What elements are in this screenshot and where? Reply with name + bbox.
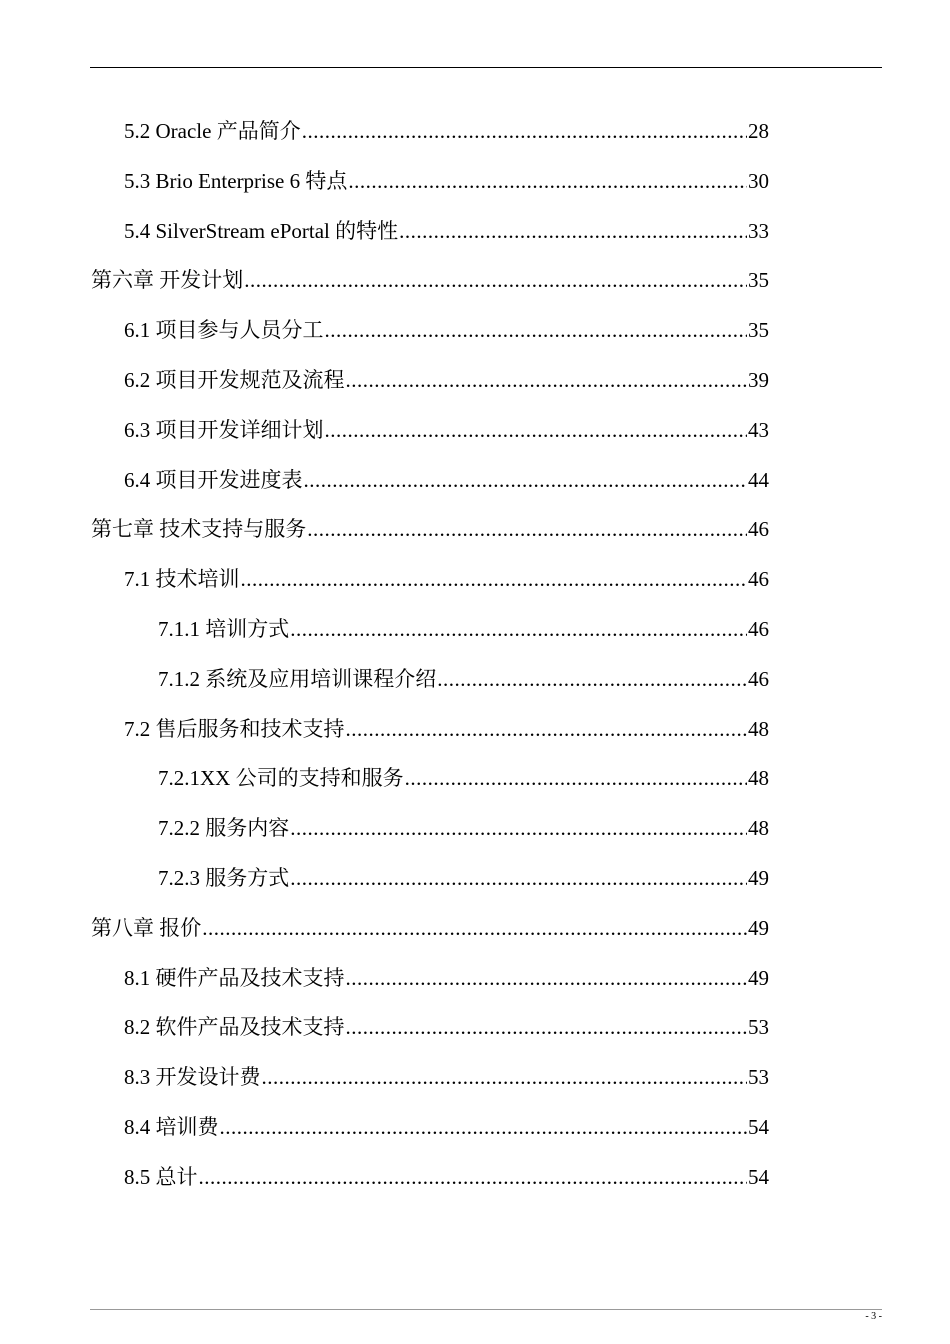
toc-entry[interactable] (124, 415, 769, 445)
toc-entry-title: 6.3 项目开发详细计划 (124, 418, 324, 442)
toc-dot-leader (437, 664, 747, 694)
toc-dot-leader (405, 763, 747, 793)
toc-entry-title: 7.1 技术培训 (124, 567, 240, 591)
toc-entry[interactable] (124, 714, 769, 744)
toc-entry[interactable] (158, 813, 769, 843)
toc-entry[interactable] (124, 465, 769, 495)
toc-dot-leader (290, 863, 747, 893)
toc-entry[interactable] (124, 1062, 769, 1092)
toc-entry-title: 7.2.2 服务内容 (158, 816, 290, 840)
toc-dot-leader (290, 614, 747, 644)
toc-entry-title: 第七章 技术支持与服务 (91, 517, 307, 541)
toc-entry[interactable] (124, 564, 769, 594)
toc-dot-leader (325, 315, 748, 345)
toc-entry-title: 8.4 培训费 (124, 1115, 219, 1139)
toc-entry-page: 49 (748, 866, 769, 890)
toc-entry-page: 48 (748, 816, 769, 840)
toc-entry-page: 28 (748, 119, 769, 143)
toc-dot-leader (244, 265, 747, 295)
toc-entry-title: 7.1.2 系统及应用培训课程介绍 (158, 667, 437, 691)
toc-dot-leader (346, 1012, 748, 1042)
toc-entry-title: 第八章 报价 (91, 916, 202, 940)
toc-entry[interactable] (124, 166, 769, 196)
toc-entry-page: 44 (748, 468, 769, 492)
toc-entry[interactable] (91, 265, 769, 295)
toc-entry-title: 8.1 硬件产品及技术支持 (124, 966, 345, 990)
toc-entry-page: 54 (748, 1165, 769, 1189)
toc-entry-title: 5.4 SilverStream ePortal 的特性 (124, 219, 399, 243)
toc-entry[interactable] (158, 863, 769, 893)
toc-dot-leader (290, 813, 747, 843)
toc-entry[interactable] (158, 614, 769, 644)
toc-entry-page: 48 (748, 717, 769, 741)
toc-entry-page: 35 (748, 268, 769, 292)
toc-dot-leader (399, 216, 747, 246)
toc-entry-page: 30 (748, 169, 769, 193)
toc-entry-page: 53 (748, 1065, 769, 1089)
toc-dot-leader (199, 1162, 748, 1192)
toc-entry-page: 46 (748, 617, 769, 641)
toc-dot-leader (262, 1062, 748, 1092)
toc-entry-page: 49 (748, 916, 769, 940)
toc-entry[interactable] (158, 763, 769, 793)
toc-entry-title: 5.2 Oracle 产品简介 (124, 119, 301, 143)
toc-entry-title: 8.2 软件产品及技术支持 (124, 1015, 345, 1039)
toc-dot-leader (346, 365, 748, 395)
toc-entry-title: 5.3 Brio Enterprise 6 特点 (124, 169, 348, 193)
toc-entry[interactable] (158, 664, 769, 694)
page-number: - 3 - (865, 1311, 882, 1322)
toc-entry-title: 第六章 开发计划 (91, 268, 244, 292)
toc-entry[interactable] (124, 365, 769, 395)
toc-entry[interactable] (91, 514, 769, 544)
toc-dot-leader (346, 714, 748, 744)
toc-entry-title: 6.1 项目参与人员分工 (124, 318, 324, 342)
toc-entry-page: 46 (748, 667, 769, 691)
toc-entry[interactable] (124, 1012, 769, 1042)
toc-dot-leader (202, 913, 747, 943)
toc-entry-page: 43 (748, 418, 769, 442)
toc-entry-page: 48 (748, 766, 769, 790)
toc-entry-page: 46 (748, 567, 769, 591)
toc-entry-page: 35 (748, 318, 769, 342)
toc-entry-title: 7.2 售后服务和技术支持 (124, 717, 345, 741)
toc-entry-title: 6.2 项目开发规范及流程 (124, 368, 345, 392)
toc-dot-leader (304, 465, 748, 495)
toc-entry[interactable] (124, 216, 769, 246)
toc-entry[interactable] (124, 116, 769, 146)
toc-entry-title: 7.2.1XX 公司的支持和服务 (158, 766, 404, 790)
toc-entry-title: 8.3 开发设计费 (124, 1065, 261, 1089)
toc-entry-page: 53 (748, 1015, 769, 1039)
toc-dot-leader (325, 415, 748, 445)
toc-entry-page: 46 (748, 517, 769, 541)
toc-entry-title: 8.5 总计 (124, 1165, 198, 1189)
toc-dot-leader (348, 166, 747, 196)
header-rule (90, 67, 882, 68)
toc-entry[interactable] (124, 1162, 769, 1192)
toc-entry-title: 7.1.1 培训方式 (158, 617, 290, 641)
toc-dot-leader (346, 963, 748, 993)
toc-entry-page: 39 (748, 368, 769, 392)
toc-entry[interactable] (124, 963, 769, 993)
toc-dot-leader (307, 514, 747, 544)
toc-entry-title: 7.2.3 服务方式 (158, 866, 290, 890)
toc-entry[interactable] (124, 315, 769, 345)
toc-entry-page: 33 (748, 219, 769, 243)
toc-dot-leader (241, 564, 748, 594)
toc-entry-page: 54 (748, 1115, 769, 1139)
toc-dot-leader (302, 116, 747, 146)
toc-entry-title: 6.4 项目开发进度表 (124, 468, 303, 492)
toc-entry[interactable] (91, 913, 769, 943)
toc-entry-page: 49 (748, 966, 769, 990)
toc-entry[interactable] (124, 1112, 769, 1142)
toc-dot-leader (220, 1112, 748, 1142)
footer-rule (90, 1309, 882, 1310)
